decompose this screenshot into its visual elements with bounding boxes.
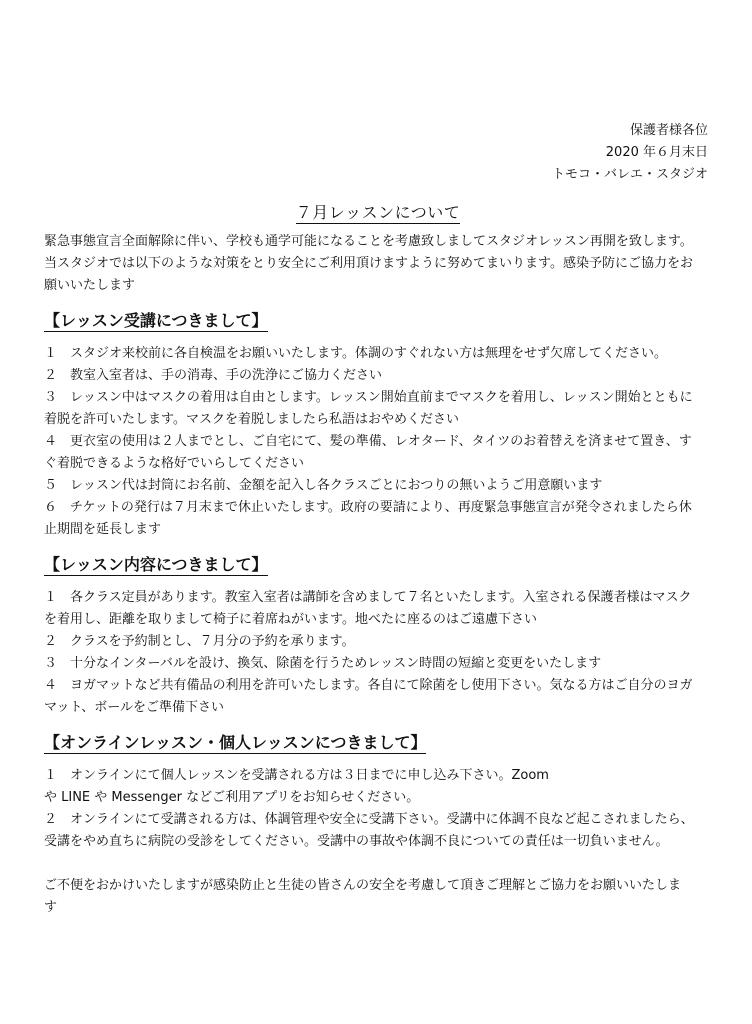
intro-line: 当スタジオでは以下のような対策をとり安全にご利用頂けますように努めてまいります。感染予防にご協力をお <box>44 256 693 271</box>
list-item-cont: マット、ボールをご準備下さい <box>44 700 225 715</box>
closing-paragraph <box>44 875 712 919</box>
list-item: ２ 教室入室者は、手の消毒、手の洗浄にご協力ください <box>44 368 383 383</box>
list-item-cont: 着脱を許可いたします。マスクを着脱しましたら私語はおやめください <box>44 412 459 427</box>
section-heading-text: 【レッスン内容につきまして】 <box>44 555 268 574</box>
list-item: ３ 十分なインターバルを設け、換気、除菌を行うためレッスン時間の短縮と変更をいたします <box>44 656 602 671</box>
list-item-cont: 受講をやめ直ちに病院の受診をしてください。受講中の事故や体調不良についての責任は一切負いません。 <box>44 834 669 849</box>
intro-line: 緊急事態宣言全面解除に伴い、学校も通学可能になることを考慮致しましてスタジオレッスン再開を致します。 <box>44 234 693 249</box>
closing-line: す <box>44 900 58 915</box>
section-items-lesson <box>44 343 712 541</box>
list-item: ４ 更衣室の使用は２人までとし、ご自宅にて、髪の準備、レオタード、タイツのお着替えを済ませて置き、す <box>44 434 692 449</box>
list-item-cont: 止期間を延長します <box>44 522 162 537</box>
list-item-cont: や LINE や Messenger などご利用アプリをお知らせください。 <box>44 790 420 805</box>
list-item: ２ クラスを予約制とし、７月分の予約を承ります。 <box>44 634 355 649</box>
list-item: １ スタジオ来校前に各自検温をお願いいたします。体調のすぐれない方は無理をせず欠席してください。 <box>44 346 667 361</box>
list-item: ４ ヨガマットなど共有備品の利用を許可いたします。各自にて除菌をし使用下さい。気なる方はご自分のヨガ <box>44 678 693 693</box>
list-item-cont: を着用し、距離を取りまして椅子に着席ねがいます。地べたに座るのはご遠慮下さい <box>44 612 537 627</box>
header-block <box>44 120 712 186</box>
closing-line: ご不便をおかけいたしますが感染防止と生徒の皆さんの安全を考慮して頂きご理解とご協力をお願いいたしま <box>44 878 682 893</box>
list-item: １ 各クラス定員があります。教室入室者は講師を含めまして７名といたします。入室される保護者様はマスク <box>44 590 692 605</box>
date: 2020 年６月末日 <box>605 145 708 160</box>
section-heading-text: 【レッスン受講につきまして】 <box>44 311 268 330</box>
title-text: ７月レッスンについて <box>295 203 461 222</box>
section-heading-online <box>44 731 712 755</box>
list-item: ２ オンラインにて受講される方は、体調管理や安全に受講下さい。受講中に体調不良など起こされましたら、 <box>44 812 694 827</box>
section-heading-content <box>44 553 712 577</box>
recipient: 保護者様各位 <box>629 123 708 138</box>
intro-paragraph <box>44 231 712 297</box>
section-items-online <box>44 765 712 853</box>
list-item: １ オンラインにて個人レッスンを受講される方は３日までに申し込み下さい。Zoom <box>44 768 549 783</box>
intro-line: 願いいたします <box>44 278 136 293</box>
list-item-cont: ぐ着脱できるような格好でいらしてください <box>44 456 305 471</box>
list-item: ６ チケットの発行は７月末まで休止いたします。政府の要請により、再度緊急事態宣言が発令されましたら休 <box>44 500 692 515</box>
document-title <box>44 200 712 223</box>
section-items-content <box>44 587 712 719</box>
section-heading-text: 【オンラインレッスン・個人レッスンにつきまして】 <box>44 733 427 752</box>
document-page <box>44 120 712 919</box>
sender: トモコ・バレエ・スタジオ <box>551 167 708 182</box>
list-item: ３ レッスン中はマスクの着用は自由とします。レッスン開始直前までマスクを着用し、レッスン開始とともに <box>44 390 693 405</box>
section-heading-lesson <box>44 309 712 333</box>
list-item: ５ レッスン代は封筒にお名前、金額を記入し各クラスごとにおつりの無いようご用意願います <box>44 478 603 493</box>
